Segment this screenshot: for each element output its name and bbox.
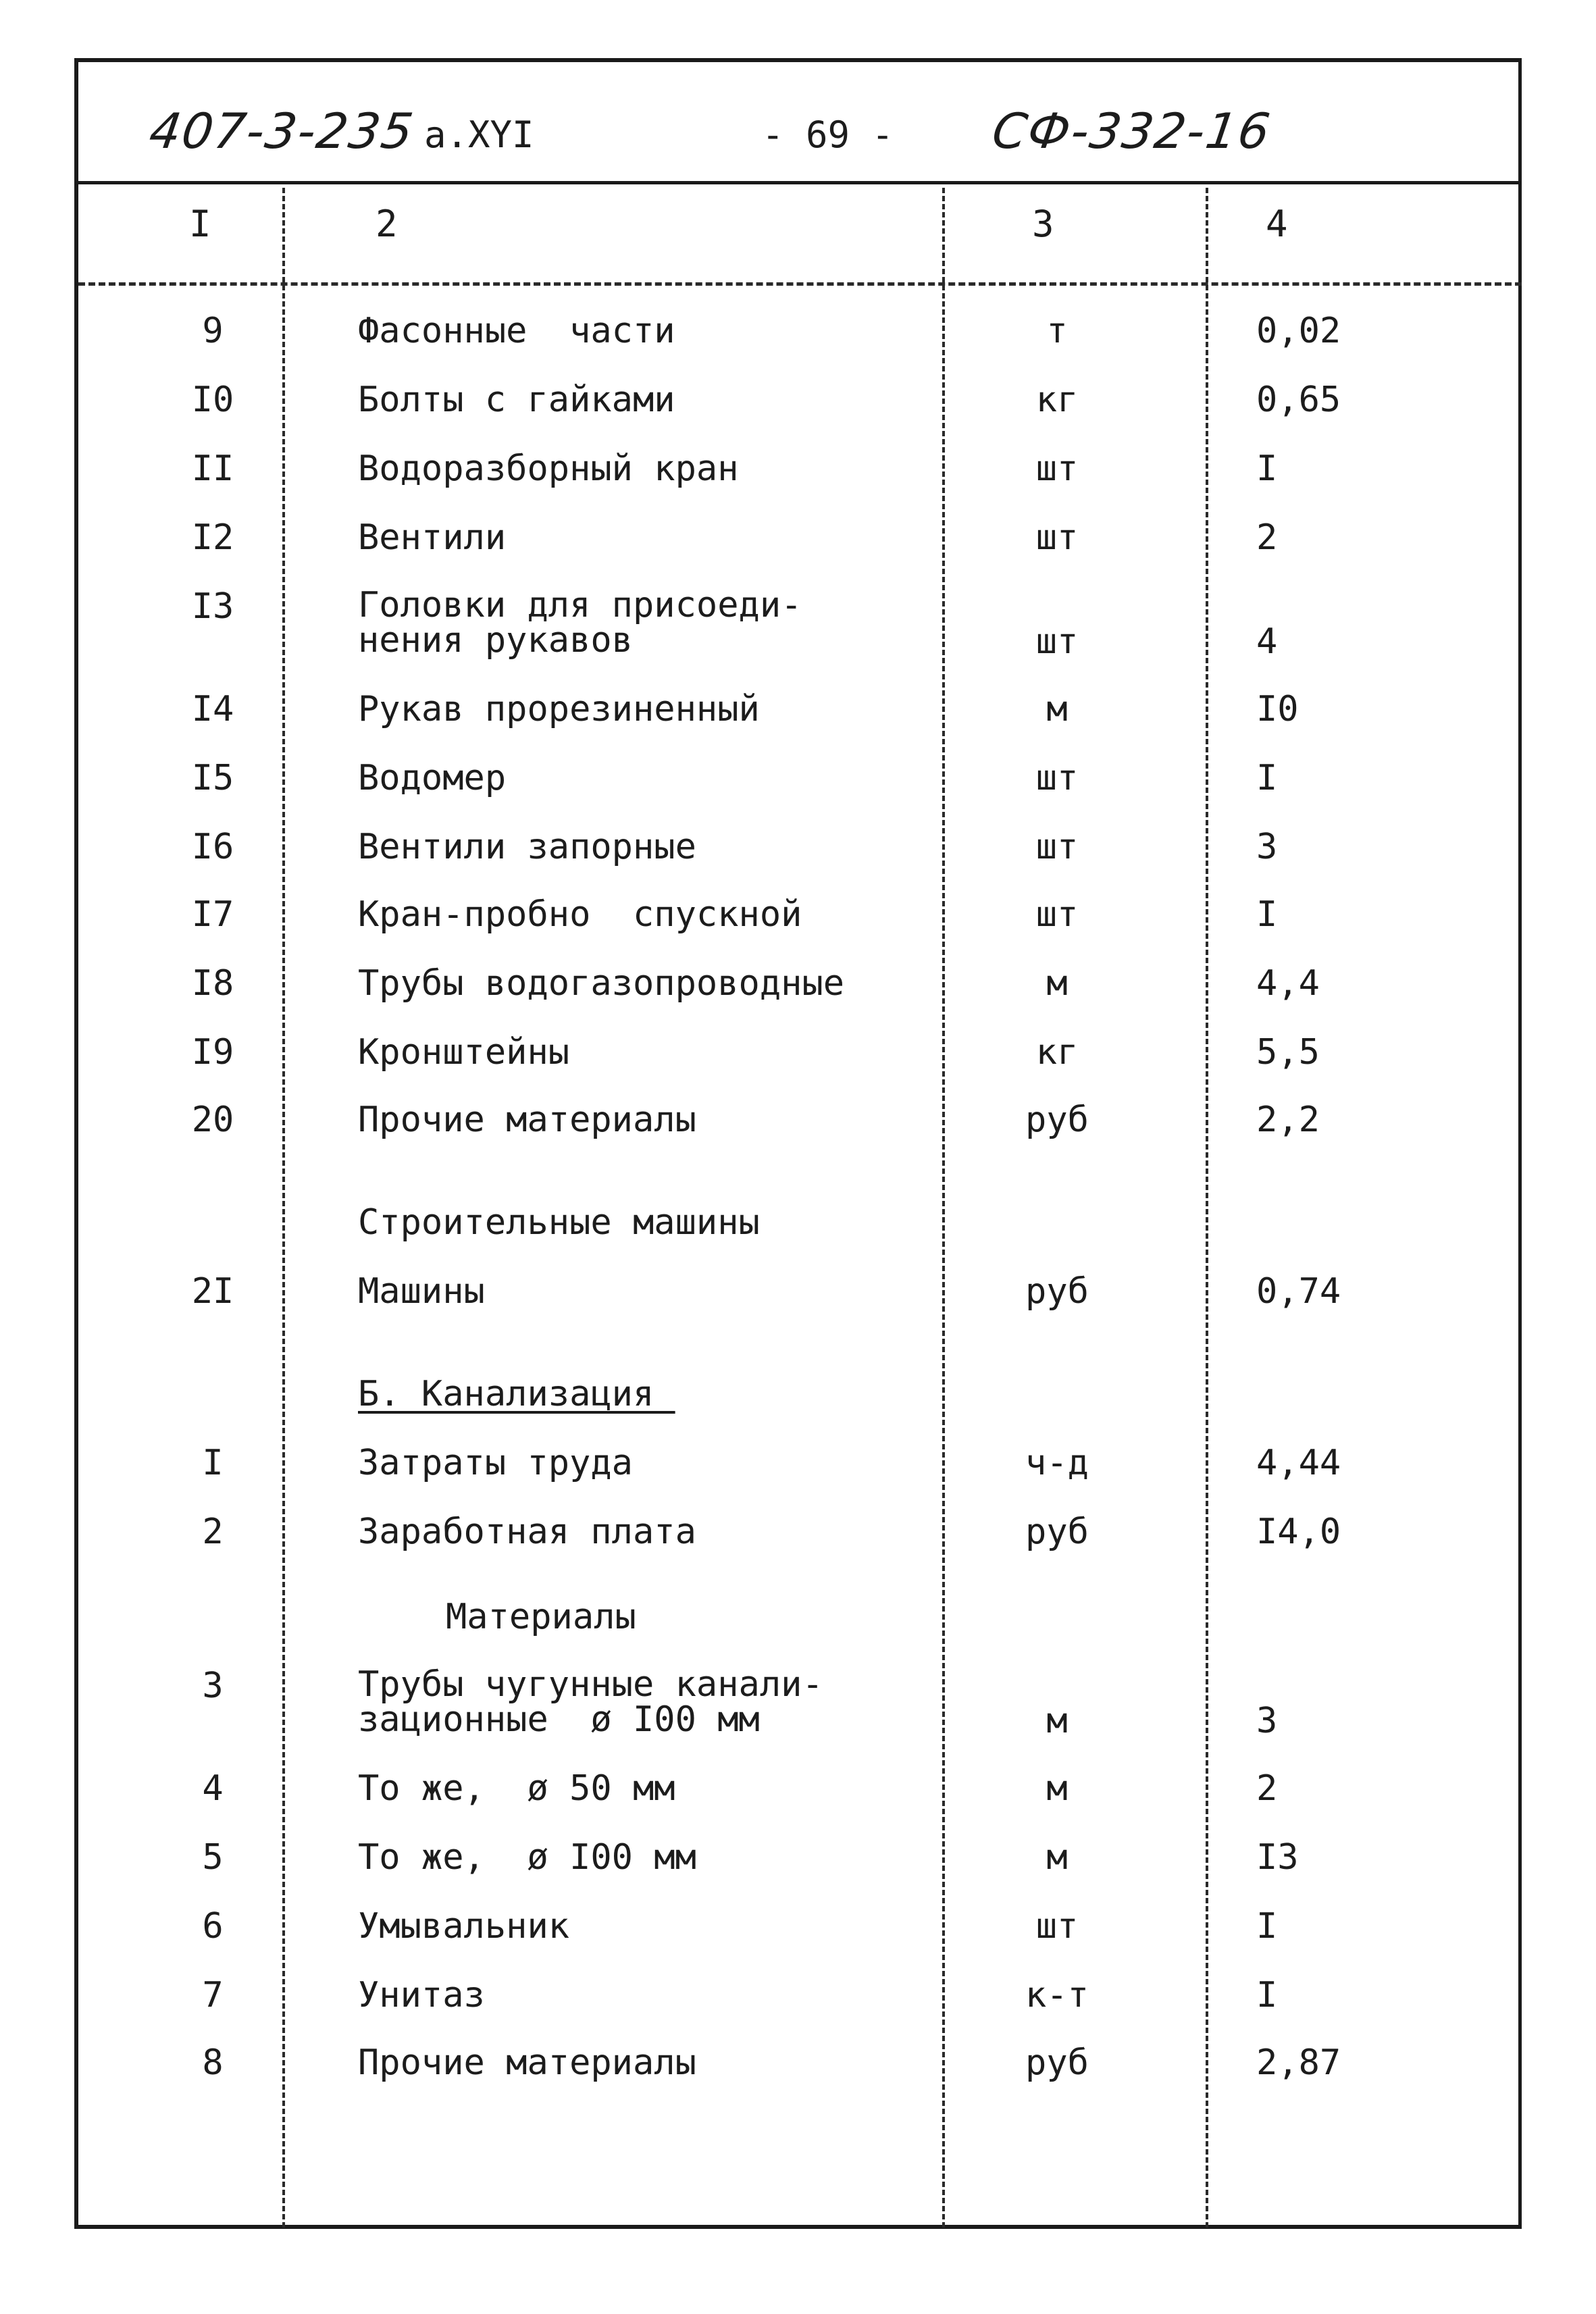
column-separator-2 [942, 188, 945, 2228]
row-number: 9 [202, 311, 224, 351]
row-name: Материалы [446, 1597, 636, 1637]
row-number: 2 [202, 1512, 224, 1552]
row-quantity: I3 [1256, 1837, 1299, 1878]
row-name: Прочие материалы [358, 1100, 696, 1140]
row-quantity: 0,74 [1256, 1271, 1341, 1312]
row-unit: шт [1035, 894, 1079, 935]
row-quantity: 5,5 [1256, 1032, 1320, 1073]
row-name: Фасонные части [358, 311, 675, 351]
page-number: - 69 - [762, 113, 894, 156]
row-name: Умывальник [358, 1906, 570, 1947]
row-unit: кг [1035, 1032, 1079, 1073]
row-unit: руб [1025, 2042, 1089, 2083]
row-number: 4 [202, 1768, 224, 1809]
row-unit: м [1046, 689, 1068, 729]
row-unit: шт [1035, 827, 1079, 867]
column-header-divider [78, 282, 1522, 286]
row-quantity: I4,0 [1256, 1512, 1341, 1552]
row-quantity: 2,87 [1256, 2042, 1341, 2083]
row-quantity: 3 [1256, 1701, 1278, 1741]
row-quantity: I [1256, 1906, 1278, 1947]
row-number: I [202, 1443, 224, 1483]
row-number: II [191, 448, 234, 489]
row-unit: м [1046, 963, 1068, 1004]
row-unit: ч-д [1025, 1443, 1089, 1483]
row-number: I2 [191, 517, 234, 558]
row-unit: руб [1025, 1512, 1089, 1552]
row-unit: руб [1025, 1100, 1089, 1140]
row-quantity: 4,44 [1256, 1443, 1341, 1483]
row-name: Трубы водогазопроводные [358, 963, 845, 1004]
row-quantity: 2 [1256, 517, 1278, 558]
row-number: I6 [191, 827, 234, 867]
column-header-4: 4 [1266, 203, 1288, 245]
row-quantity: I [1256, 1975, 1278, 2015]
row-unit: т [1046, 311, 1068, 351]
row-name: Кронштейны [358, 1032, 570, 1073]
project-code: 407-3-235 [146, 103, 418, 159]
row-name: Болты с гайками [358, 380, 675, 420]
row-quantity: 2,2 [1256, 1100, 1320, 1140]
row-number: 3 [202, 1666, 224, 1706]
row-unit: кг [1035, 380, 1079, 420]
header-divider [74, 181, 1522, 184]
row-number: 5 [202, 1837, 224, 1878]
row-unit: шт [1035, 448, 1079, 489]
row-unit: м [1046, 1768, 1068, 1809]
row-name: Кран-пробно спускной [358, 894, 802, 935]
row-quantity: 0,02 [1256, 311, 1341, 351]
row-name: Строительные машины [358, 1202, 760, 1243]
row-quantity: 4 [1256, 621, 1278, 662]
row-unit: руб [1025, 1271, 1089, 1312]
row-number: 6 [202, 1906, 224, 1947]
column-header-3: 3 [1032, 203, 1054, 245]
row-name: Рукав прорезиненный [358, 689, 760, 729]
row-number: 7 [202, 1975, 224, 2015]
row-quantity: 2 [1256, 1768, 1278, 1809]
row-name: Водомер [358, 758, 507, 798]
row-quantity: 4,4 [1256, 963, 1320, 1004]
row-number: 20 [191, 1100, 234, 1140]
row-unit: шт [1035, 1906, 1079, 1947]
row-unit: шт [1035, 517, 1079, 558]
row-name: Машины [358, 1271, 485, 1312]
row-number: I3 [191, 586, 234, 627]
column-header-1: I [189, 203, 211, 245]
row-name: Прочие материалы [358, 2042, 696, 2083]
row-unit: шт [1035, 758, 1079, 798]
row-number: I8 [191, 963, 234, 1004]
row-name: Б. Канализация_ [358, 1374, 675, 1414]
row-quantity: I [1256, 448, 1278, 489]
row-name: Заработная плата [358, 1512, 696, 1552]
row-number: 8 [202, 2042, 224, 2083]
row-quantity: 0,65 [1256, 380, 1341, 420]
row-unit: шт [1035, 621, 1079, 662]
row-number: I9 [191, 1032, 234, 1073]
column-header-2: 2 [376, 203, 398, 245]
row-number: I5 [191, 758, 234, 798]
column-separator-1 [282, 188, 285, 2228]
row-name: Трубы чугунные канали- зационные ø I00 мм [358, 1664, 823, 1740]
row-name: Водоразборный кран [358, 448, 739, 489]
row-quantity: I [1256, 894, 1278, 935]
column-separator-3 [1206, 188, 1208, 2228]
row-number: I4 [191, 689, 234, 729]
row-name: То же, ø 50 мм [358, 1768, 675, 1809]
row-number: I7 [191, 894, 234, 935]
row-number: 2I [191, 1271, 234, 1312]
row-number: I0 [191, 380, 234, 420]
row-quantity: 3 [1256, 827, 1278, 867]
row-name: Вентили запорные [358, 827, 696, 867]
album-number: а.XYI [424, 113, 534, 156]
row-name: Вентили [358, 517, 507, 558]
row-name: Затраты труда [358, 1443, 633, 1483]
row-unit: к-т [1025, 1975, 1089, 2015]
sheet-code: СФ-332-16 [989, 103, 1275, 159]
row-quantity: I0 [1256, 689, 1299, 729]
row-name: Унитаз [358, 1975, 485, 2015]
row-unit: м [1046, 1837, 1068, 1878]
row-name: Головки для присоеди- нения рукавов [358, 585, 802, 661]
row-unit: м [1046, 1701, 1068, 1741]
row-quantity: I [1256, 758, 1278, 798]
row-name: То же, ø I00 мм [358, 1837, 696, 1878]
